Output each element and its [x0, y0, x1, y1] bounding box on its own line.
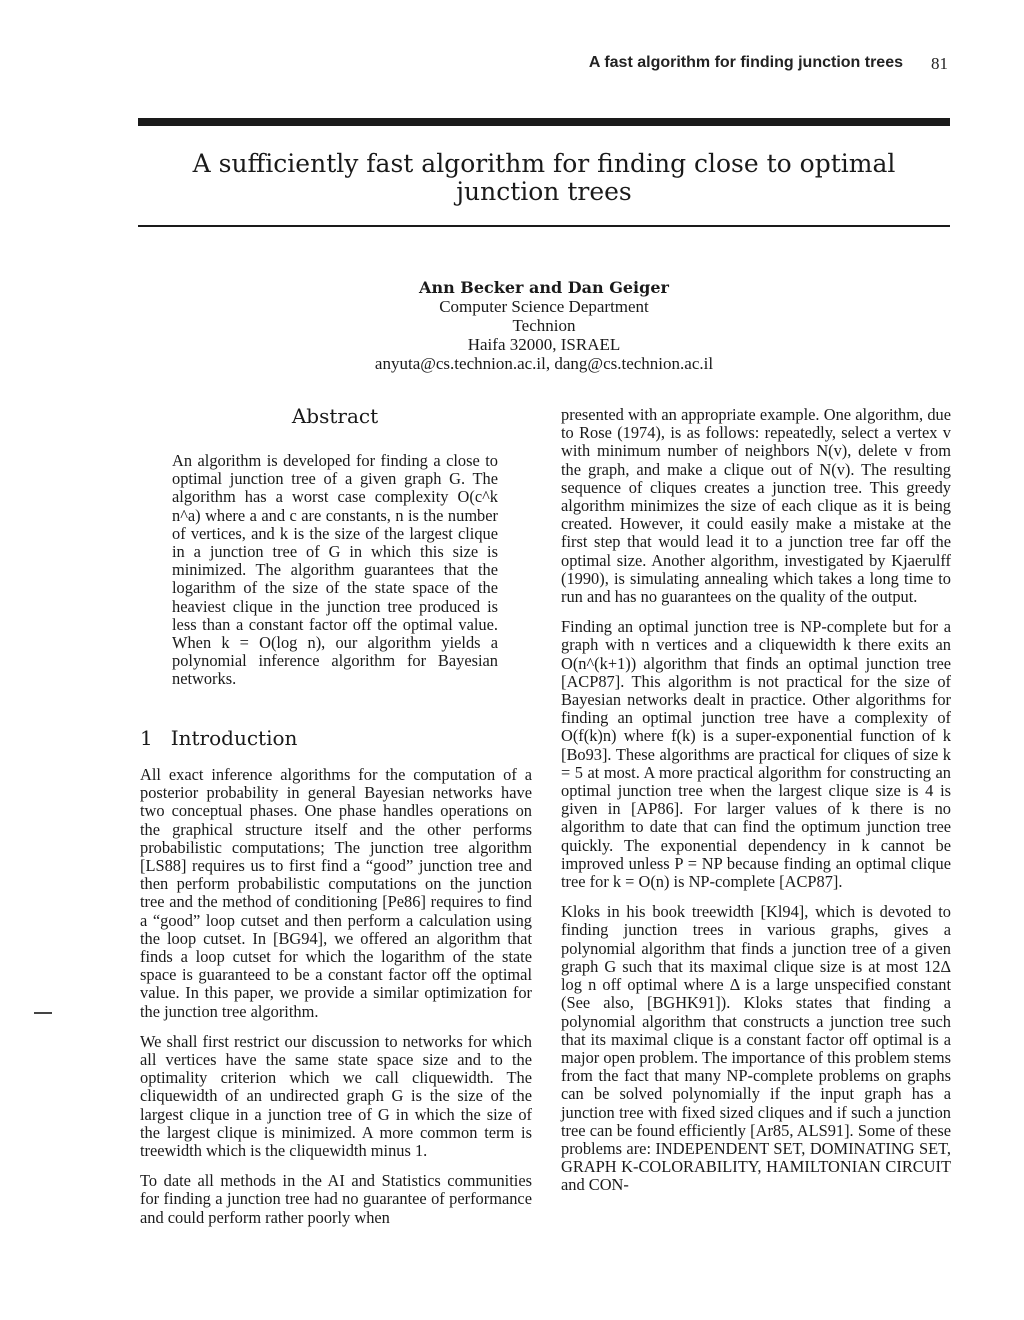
author-emails: anyuta@cs.technion.ac.il, dang@cs.technion.ac.il	[374, 354, 714, 373]
body-paragraph: To date all methods in the AI and Statistics communities for finding a junction tree had no guarantee of performance and could perform rather poorly when	[140, 1171, 532, 1227]
abstract-heading: Abstract	[291, 404, 379, 428]
body-paragraph: All exact inference algorithms for the computation of a posterior probability in general Bayesian networks have two conceptual phases. One phase handles operations on the graphical structure itself and the other performs probabilistic computations; The junction tree algorithm [LS88] requires us to first find a “good” junction tree and then perform probabilistic computations on the junction tree and the method of conditioning [Pe86] requires to find a “good” loop cutset and then perform a calculation using the loop cutset. In [BG94], we offered an algorithm that finds a loop cutset for which the logarithm of the state space is guaranteed to be a constant factor off the optimal value. In this paper, we provide a similar optimization for the junction tree algorithm.	[140, 765, 532, 1021]
paper-title: A sufficiently fast algorithm for finding close to optimal junction trees	[192, 149, 896, 206]
margin-mark	[34, 1012, 52, 1014]
top-rule	[138, 118, 950, 126]
body-paragraph: We shall first restrict our discussion to networks for which all vertices have the same state space size and to the optimality criterion which we call cliquewidth. The cliquewidth of an undirected graph G is the size of the largest clique in a junction tree of G in which the size of the largest clique is minimized. A more common term is treewidth which is the cliquewidth minus 1.	[140, 1031, 532, 1161]
running-title: A fast algorithm for finding junction trees	[588, 54, 903, 71]
section-heading	[140, 726, 297, 750]
left-column-body	[140, 766, 532, 1239]
affiliation-line: Haifa 32000, ISRAEL	[467, 335, 621, 354]
section-number: 1	[140, 726, 153, 750]
body-paragraph: Kloks in his book treewidth [Kl94], which is devoted to finding junction trees in various graphs, gives a polynomial algorithm that finds a junction tree of a given graph G such that its maximal clique size is at most 12Δ log n off optimal where Δ is a large unspecified constant (See also, [BGHK91]). Kloks states that finding a polynomial algorithm that constructs a junction tree such that its maximal clique is a constant factor off optimal is a major open problem. The importance of this problem stems from the fact that many NP-complete problems on graphs can be solved polynomially if the input graph has a junction tree with fixed sized cliques and if such a junction tree can be found efficiently [Ar85, ALS91]. Some of these problems are: INDEPENDENT SET, DOMINATING SET, GRAPH K-COLORABILITY, HAMILTONIAN CIRCUIT and CON-	[561, 902, 951, 1195]
author-names: Ann Becker and Dan Geiger	[419, 278, 669, 297]
abstract-text	[172, 452, 498, 701]
affiliation-line: Technion	[512, 316, 576, 335]
body-paragraph: Finding an optimal junction tree is NP-complete but for a graph with n vertices and a cliquewidth k there exits an O(n^(k+1)) algorithm that finds an optimal junction tree [ACP87]. This algorithm is not practical for the size of Bayesian networks dealt in practice. Other algorithms for finding an optimal junction tree have a complexity of O(f(k)n) where f(k) is a super-exponential function of k [Bo93]. These algorithms are practical for cliques of size k = 5 at most. A more practical algorithm for constructing an optimal junction tree when the largest clique size is 4 is given in [AP86]. For larger values of k there is no algorithm to date that can find the optimum junction tree quickly. The exponential dependency in k cannot be improved unless P = NP because finding an optimal clique tree for k = O(n) is NP-complete [ACP87].	[561, 617, 951, 892]
running-head	[589, 54, 948, 74]
affiliation-line: Computer Science Department	[439, 297, 649, 316]
abstract-paragraph: An algorithm is developed for finding a close to optimal junction tree of a given graph G. The algorithm has a worst case complexity O(c^k n^a) where a and c are constants, n is the number of vertices, and k is the size of the largest clique in a junction tree of G in which this size is minimized. The algorithm guarantees that the logarithm of the size of the state space of the heaviest clique in the junction tree produced is less than a constant factor off the optimal value. When k = O(log n), our algorithm yields a polynomial inference algorithm for Bayesian networks.	[172, 451, 498, 689]
title-rule	[138, 225, 950, 227]
right-column-body	[561, 406, 951, 1207]
section-title: Introduction	[170, 726, 298, 750]
page-number: 81	[931, 54, 948, 73]
body-paragraph: presented with an appropriate example. One algorithm, due to Rose (1974), is as follows: repeatedly, select a vertex v with minimum number of neighbors N(v), delete v from the graph, and make a clique out of N(v). The resulting sequence of cliques creates a junction tree. This greedy algorithm minimizes the size of each clique as it is being created. However, it could easily make a mistake at the first step that would lead it to a junction tree far off the optimal size. Another algorithm, investigated by Kjaerulff (1990), is simulating annealing which takes a long time to run and has no guarantees on the quality of the output.	[561, 405, 951, 607]
author-block	[300, 278, 788, 373]
